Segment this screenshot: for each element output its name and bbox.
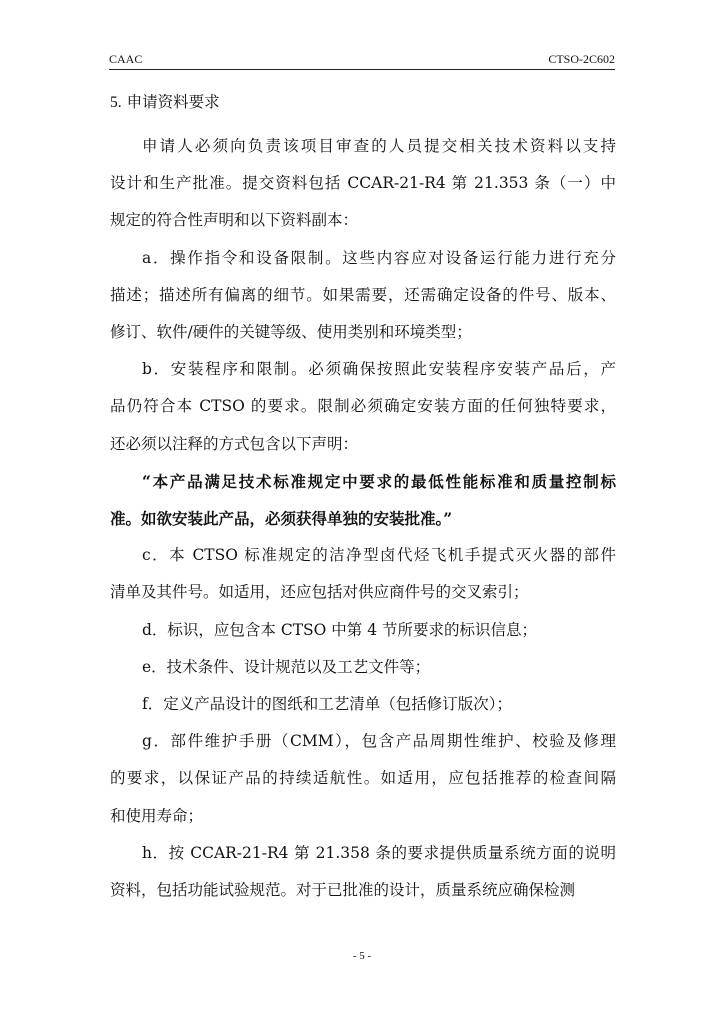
paragraph-line: f．定义产品设计的图纸和工艺清单（包括修订版次）； <box>142 695 512 714</box>
header-rule <box>109 69 615 70</box>
paragraph <box>110 128 616 240</box>
paragraph <box>110 686 616 723</box>
paragraph <box>110 723 616 835</box>
paragraph-line: e．技术条件、设计规范以及工艺文件等； <box>142 657 431 676</box>
paragraph <box>110 537 616 611</box>
paragraph-line: 资料，包括功能试验规范。对于已批准的设计，质量系统应确保检测 <box>110 881 576 900</box>
paragraph-line: 品仍符合本 CTSO 的要求。限制必须确定安装方面的任何独特要求， <box>110 397 616 416</box>
paragraph-line: “本产品满足技术标准规定中要求的最低性能标准和质量控制标 <box>142 471 616 491</box>
page-number: - 5 - <box>352 950 372 962</box>
paragraph-line: 和使用寿命； <box>110 806 204 825</box>
paragraph-line: g．部件维护手册（CMM），包含产品周期性维护、校验及修理 <box>142 732 616 751</box>
paragraph <box>110 351 616 463</box>
paragraph-line: 修订、软件/硬件的关键等级、使用类别和环境类型； <box>110 323 472 342</box>
header-doc-number: CTSO-2C602 <box>548 52 615 66</box>
paragraph-line: d．标识，应包含本 CTSO 中第 4 节所要求的标识信息； <box>142 620 538 639</box>
paragraph-line: 规定的符合性声明和以下资料副本： <box>110 211 359 230</box>
paragraph <box>110 612 616 649</box>
paragraph <box>110 240 616 352</box>
paragraph-line: 描述；描述所有偏离的细节。如果需要，还需确定设备的件号、版本、 <box>110 285 616 304</box>
page-content <box>110 88 616 909</box>
section-heading <box>110 88 616 116</box>
paragraph-line: 设计和生产批准。提交资料包括 CCAR-21-R4 第 21.353 条（一）中 <box>110 174 616 193</box>
header-org: CAAC <box>109 52 143 66</box>
paragraph-line: 的要求，以保证产品的持续适航性。如适用，应包括推荐的检查间隔 <box>110 769 616 788</box>
paragraph-line: 清单及其件号。如适用，还应包括对供应商件号的交叉索引； <box>110 583 529 602</box>
paragraph-line: c．本 CTSO 标准规定的洁净型卤代烃飞机手提式灭火器的部件 <box>142 546 616 565</box>
paragraph <box>110 463 616 537</box>
paragraph-line: b．安装程序和限制。必须确保按照此安装程序安装产品后，产 <box>142 360 616 379</box>
paragraph-line: h．按 CCAR-21-R4 第 21.358 条的要求提供质量系统方面的说明 <box>142 843 616 862</box>
body-paragraphs <box>110 128 616 909</box>
paragraph <box>110 649 616 686</box>
paragraph-line: 申请人必须向负责该项目审查的人员提交相关技术资料以支持 <box>142 137 616 155</box>
section-title: 申请资料要求 <box>126 93 220 111</box>
paragraph-line: 还必须以注释的方式包含以下声明： <box>110 434 359 453</box>
paragraph <box>110 835 616 909</box>
section-number: 5. <box>110 94 122 111</box>
paragraph-line: a．操作指令和设备限制。这些内容应对设备运行能力进行充分 <box>142 248 616 267</box>
paragraph-line: 准。如欲安装此产品，必须获得单独的安装批准。” <box>110 509 453 529</box>
